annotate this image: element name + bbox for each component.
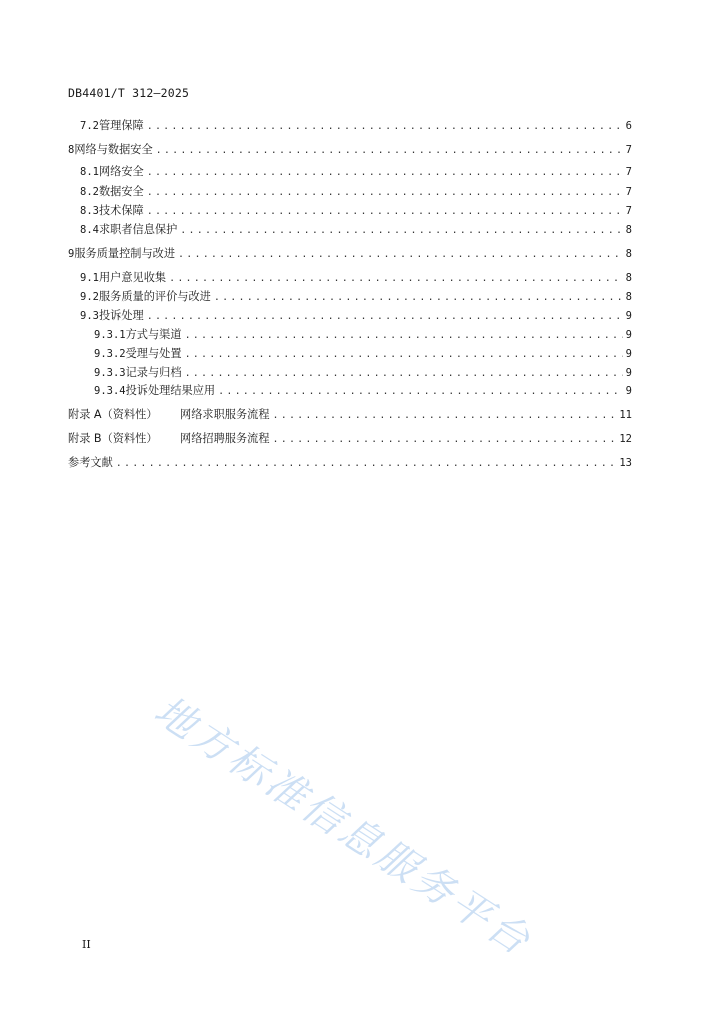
toc-entry-page: 7	[625, 166, 632, 178]
page-header	[68, 86, 189, 100]
toc-dot-leader	[185, 328, 623, 344]
toc-entry-7-2[interactable]	[80, 118, 632, 134]
toc-entry-title: 投诉处理	[98, 309, 144, 322]
toc-entry-number: 8.3	[80, 205, 99, 217]
toc-entry-appendix-a[interactable]	[68, 407, 632, 423]
toc-entry-page: 7	[625, 144, 632, 156]
toc-entry-references[interactable]	[68, 455, 632, 471]
toc-entry-9-3-2[interactable]	[94, 346, 632, 362]
toc-entry-page: 13	[619, 457, 632, 469]
toc-entry-number: 9.3.2	[94, 348, 126, 360]
toc-dot-leader	[147, 185, 623, 201]
toc-entry-title: 数据安全	[98, 185, 144, 198]
toc-entry-number: 9.3.1	[94, 329, 126, 341]
toc-entry-8-4[interactable]	[80, 222, 632, 238]
toc-entry-page: 7	[625, 205, 632, 217]
doc-code: DB4401/T 312—2025	[68, 86, 190, 100]
toc-dot-leader	[273, 432, 617, 448]
toc-entry-page: 12	[619, 433, 632, 445]
toc-dot-leader	[185, 366, 623, 382]
toc-entry-page: 11	[619, 409, 632, 421]
toc-entry-number: 9.1	[80, 272, 99, 284]
toc-entry-number: 附录 B（资料性）	[68, 432, 158, 445]
toc-entry-title: 服务质量的评价与改进	[98, 290, 211, 303]
toc-entry-page: 6	[625, 120, 632, 132]
toc-entry-page: 9	[625, 348, 632, 360]
toc-entry-title: 网络招聘服务流程	[180, 432, 270, 445]
toc-entry-9-1[interactable]	[80, 270, 632, 286]
toc-entry-page: 8	[625, 272, 632, 284]
toc-entry-page: 9	[625, 367, 632, 379]
toc-entry-title: 网络求职服务流程	[180, 408, 270, 421]
toc-entry-number: 8.2	[80, 186, 99, 198]
toc-entry-number: 7.2	[80, 120, 99, 132]
toc-entry-title: 用户意见收集	[98, 271, 167, 284]
toc-dot-leader	[147, 165, 623, 181]
toc-entry-9-3-4[interactable]	[94, 383, 632, 399]
toc-entry-appendix-b[interactable]	[68, 431, 632, 447]
toc-entry-page: 9	[625, 329, 632, 341]
toc-entry-9-3[interactable]	[80, 308, 632, 324]
toc-entry-number: 9.3	[80, 310, 99, 322]
toc-entry-8[interactable]	[68, 142, 632, 158]
toc-entry-number: 9.3.3	[94, 367, 126, 379]
toc-dot-leader	[147, 119, 623, 135]
toc-entry-9-3-3[interactable]	[94, 365, 632, 381]
toc-dot-leader	[185, 347, 623, 363]
toc-entry-title: 求职者信息保护	[98, 223, 178, 236]
toc-entry-title: 网络安全	[98, 165, 144, 178]
toc-entry-9-3-1[interactable]	[94, 327, 632, 343]
toc-entry-number: 9	[68, 248, 75, 260]
toc-entry-page: 8	[625, 248, 632, 260]
toc-dot-leader	[156, 143, 623, 159]
toc-entry-title: 方式与渠道	[125, 328, 182, 341]
toc-dot-leader	[214, 290, 623, 306]
toc-dot-leader	[218, 384, 623, 400]
toc-entry-number: 附录 A（资料性）	[68, 408, 158, 421]
toc-entry-page: 8	[625, 291, 632, 303]
toc-entry-number: 8.4	[80, 224, 99, 236]
toc-dot-leader	[169, 271, 623, 287]
toc-dot-leader	[180, 223, 622, 239]
toc-entry-number: 9.3.4	[94, 385, 126, 397]
toc-entry-8-3[interactable]	[80, 203, 632, 219]
toc-entry-title: 投诉处理结果应用	[125, 384, 216, 397]
toc-entry-title: 技术保障	[98, 204, 144, 217]
toc-entry-number: 8	[68, 144, 75, 156]
toc-entry-page: 9	[625, 310, 632, 322]
toc-entry-title: 记录与归档	[125, 366, 182, 379]
toc-entry-title: 参考文献	[68, 456, 113, 469]
toc-entry-8-2[interactable]	[80, 184, 632, 200]
toc-entry-9[interactable]	[68, 246, 632, 262]
toc-entry-title: 受理与处置	[125, 347, 182, 360]
watermark: 地方标准信息服务平台	[146, 687, 541, 966]
toc-dot-leader	[147, 309, 623, 325]
toc-entry-title: 管理保障	[98, 119, 144, 132]
toc-entry-page: 8	[625, 224, 632, 236]
toc-entry-number: 8.1	[80, 166, 99, 178]
toc-dot-leader	[147, 204, 623, 220]
toc-dot-leader	[178, 247, 623, 263]
toc-entry-9-2[interactable]	[80, 289, 632, 305]
toc-dot-leader	[273, 408, 617, 424]
toc-entry-page: 9	[625, 385, 632, 397]
toc-entry-8-1[interactable]	[80, 164, 632, 180]
page-number: II	[82, 938, 91, 951]
toc-entry-title: 网络与数据安全	[74, 143, 153, 156]
toc-entry-number: 9.2	[80, 291, 99, 303]
toc-entry-page: 7	[625, 186, 632, 198]
toc-dot-leader	[116, 456, 617, 472]
toc-entry-title: 服务质量控制与改进	[74, 247, 176, 260]
